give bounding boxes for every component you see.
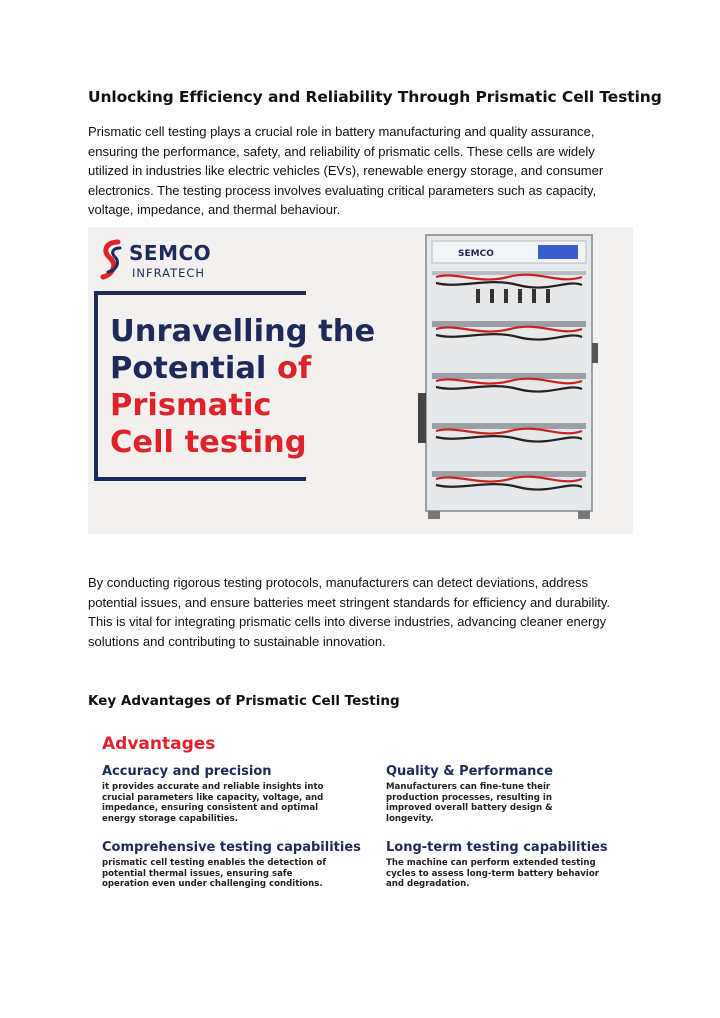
- advantage-item: [386, 764, 576, 824]
- battery-cabinet-image: [418, 233, 600, 523]
- advantage-heading: Quality & Performance: [386, 764, 553, 779]
- cabinet-brand: SEMCO: [458, 249, 494, 259]
- advantage-heading: Accuracy and precision: [102, 764, 272, 779]
- frame-left-line: [94, 291, 98, 481]
- advantage-text: The machine can perform extended testing cycles to assess long-term battery behavior and degradation.: [386, 858, 599, 890]
- headline-line-2: [110, 350, 375, 387]
- frame-top-line: [94, 291, 306, 295]
- frame-bottom-line: [94, 477, 306, 481]
- headline-line-3: Prismatic: [110, 388, 272, 423]
- semco-logo-icon: [98, 239, 124, 281]
- intro-paragraph: Prismatic cell testing plays a crucial role in battery manufacturing and quality assurance, ensuring the performance, safety, and reliability of prismatic cells. These cells are widely utilized in industries like electric vehicles (EVs), renewable energy storage, and consumer electronics. The testing process involves evaluating critical parameters such as capacity, voltage, impedance, and thermal behaviour.: [88, 124, 604, 217]
- brand-subtitle: INFRATECH: [132, 266, 206, 280]
- advantage-item: [386, 840, 616, 890]
- advantages-title: Advantages: [102, 734, 216, 754]
- advantage-item: [102, 764, 332, 824]
- advantage-text: Manufacturers can fine-tune their production processes, resulting in improved overall battery design & longevity.: [386, 782, 553, 824]
- advantage-item: [102, 840, 361, 890]
- article-title: Unlocking Efficiency and Reliability Through Prismatic Cell Testing: [88, 88, 662, 106]
- headline-of: of: [276, 351, 312, 386]
- advantages-image: [88, 728, 633, 910]
- brand-name: SEMCO: [129, 241, 212, 265]
- headline-line-4: Cell testing: [110, 425, 307, 460]
- banner-headline: [110, 313, 375, 461]
- advantage-text: it provides accurate and reliable insights into crucial parameters like capacity, voltage, and impedance, ensuring consistent and optimal energy storage capabilities.: [102, 782, 324, 824]
- body-paragraph: By conducting rigorous testing protocols, manufacturers can detect deviations, address potential issues, and ensure batteries meet stringent standards for efficiency and durability. This is vital for integrating prismatic cells into diverse industries, advancing cleaner energy solutions and contributing to sustainable innovation.: [88, 575, 610, 649]
- semco-logo: [96, 237, 236, 283]
- advantage-heading: Comprehensive testing capabilities: [102, 840, 361, 855]
- advantage-heading: Long-term testing capabilities: [386, 840, 608, 855]
- section-heading: Key Advantages of Prismatic Cell Testing: [88, 693, 400, 709]
- headline-line-1: Unravelling the: [110, 314, 376, 349]
- advantage-text: prismatic cell testing enables the detection of potential thermal issues, ensuring safe operation even under challenging conditions.: [102, 858, 327, 890]
- prismatic-banner-image: [88, 227, 633, 534]
- headline-potential: Potential: [110, 351, 277, 386]
